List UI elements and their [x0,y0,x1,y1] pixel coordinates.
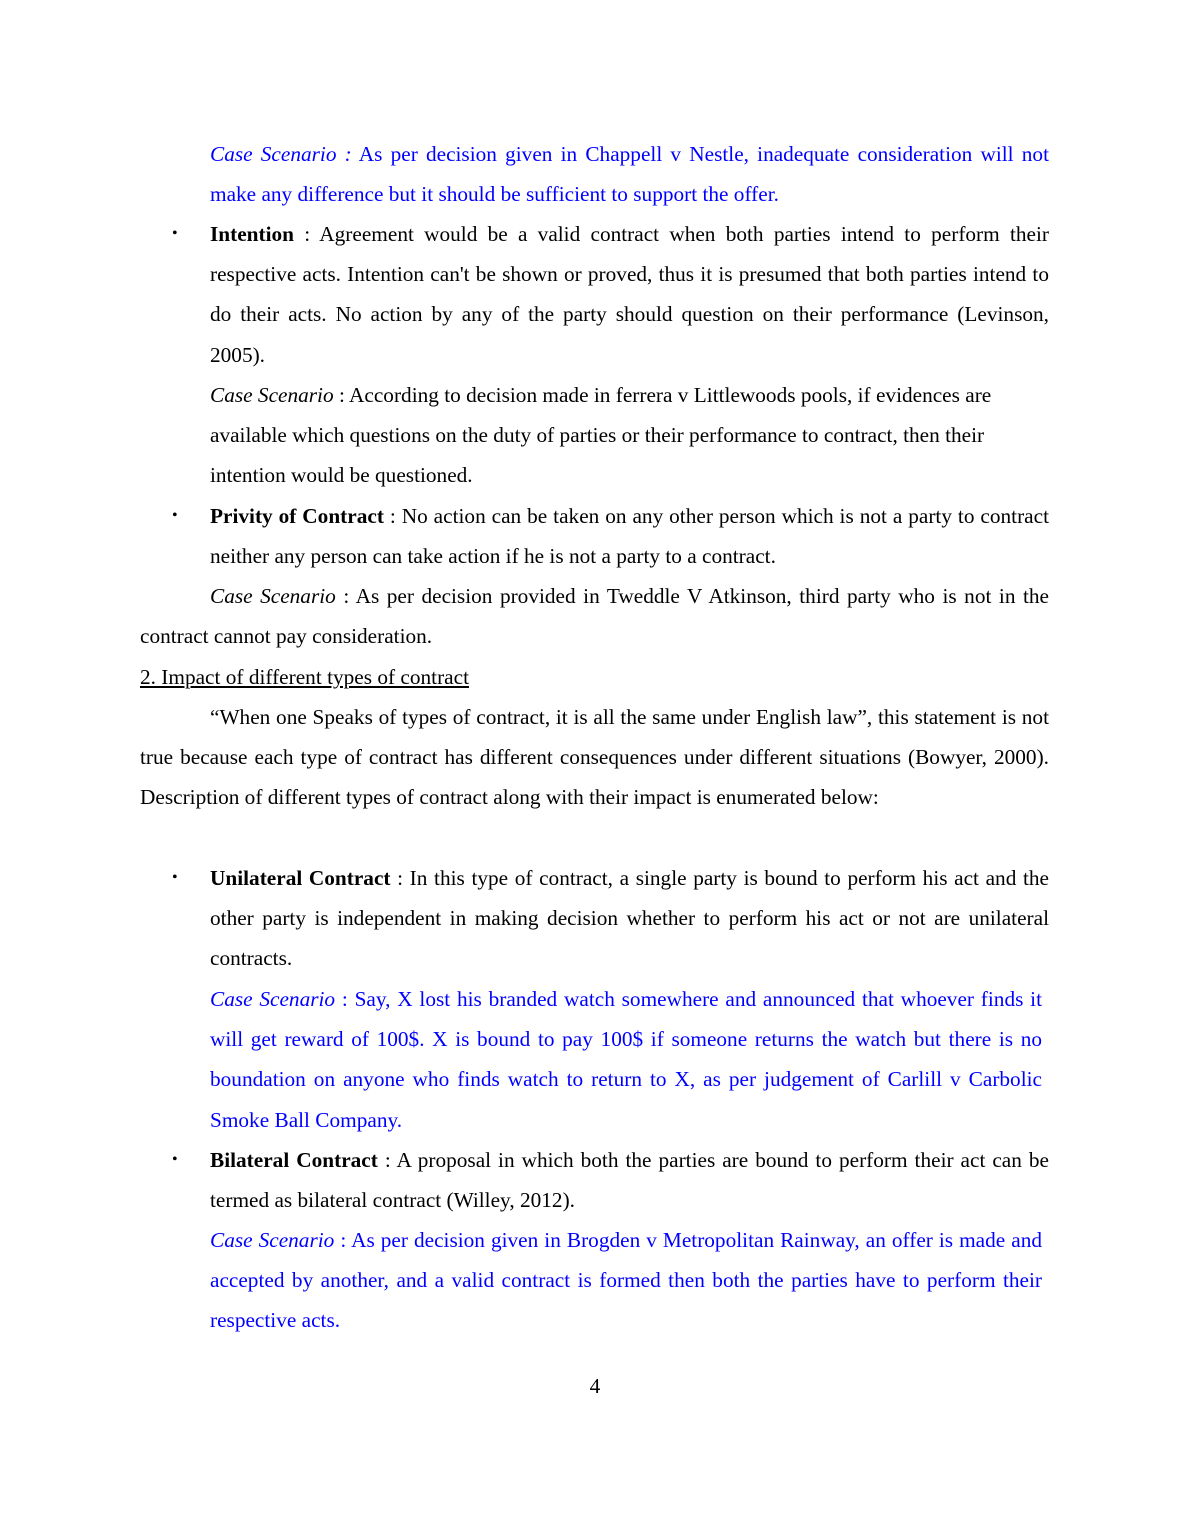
case-scenario-chappell [210,134,1049,214]
case-scenario-label: Case Scenario [210,1228,335,1252]
bilateral-text: : A proposal in which both the parties are bound to perform their act can be termed as bilateral contract (Willey, 2012). [210,1148,1049,1213]
case-scenario-label: Case Scenario [210,584,336,608]
case-scenario-text: : As per decision provided in Tweddle V Atkinson, third party who is not in the contract cannot pay consideration. [140,584,1049,649]
intention-paragraph [210,214,1049,375]
case-scenario-label: Case Scenario [210,987,336,1011]
case-scenario-label: Case Scenario : [210,142,352,166]
unilateral-paragraph [210,858,1049,979]
case-scenario-text: As per decision given in Chappell v Nestle, inadequate consideration will not make any difference but it should be sufficient to support the offer. [210,142,1049,207]
bullet-icon: • [172,225,178,242]
case-scenario-ferrera [210,375,1046,496]
case-scenario-text: : As per decision given in Brogden v Metropolitan Rainway, an offer is made and accepted by another, and a valid contract is formed then both the parties have to perform their respective acts. [210,1228,1042,1333]
bullet-icon: • [172,1151,178,1168]
bilateral-paragraph [210,1140,1049,1220]
case-scenario-label: Case Scenario [210,383,334,407]
case-scenario-text: : According to decision made in ferrera v Littlewoods pools, if evidences are available which questions on the duty of parties or their performance to contract, then their intention would be questioned. [210,383,992,488]
privity-term: Privity of Contract [210,504,384,528]
case-scenario-text: : Say, X lost his branded watch somewhere and announced that whoever finds it will get reward of 100$. X is bound to pay 100$ if someone returns the watch but there is no boundation on anyone who finds watch to return to X, as per judgement of Carlill v Carbolic Smoke Ball Company. [210,987,1043,1132]
case-scenario-brogden [210,1220,1042,1341]
case-scenario-tweddle [140,576,1049,656]
page-number: 4 [589,1374,601,1398]
case-scenario-carlill [210,979,1042,1140]
intro-paragraph: “When one Speaks of types of contract, it is all the same under English law”, this statement is not true because each type of contract has different consequences under different situations (Bowyer, 2000). Description of different types of contract along with their impact is enumerated below: [140,705,1049,810]
privity-paragraph [210,496,1049,576]
section-heading: 2. Impact of different types of contract [140,665,469,689]
unilateral-term: Unilateral Contract [210,866,391,890]
intention-term: Intention [210,222,295,246]
bullet-icon: • [172,869,178,886]
intention-text: : Agreement would be a valid contract when both parties intend to perform their respective acts. Intention can't be shown or proved, thus it is presumed that both parties intend to do their acts. No action by any of the party should question on their performance (Levinson, 2005). [210,222,1049,367]
privity-text: : No action can be taken on any other person which is not a party to contract neither any person can take action if he is not a party to a contract. [210,504,1050,569]
unilateral-text: : In this type of contract, a single party is bound to perform his act and the other party is independent in making decision whether to perform his act or not are unilateral contracts. [210,866,1049,971]
bilateral-term: Bilateral Contract [210,1148,378,1172]
bullet-icon: • [172,507,178,524]
